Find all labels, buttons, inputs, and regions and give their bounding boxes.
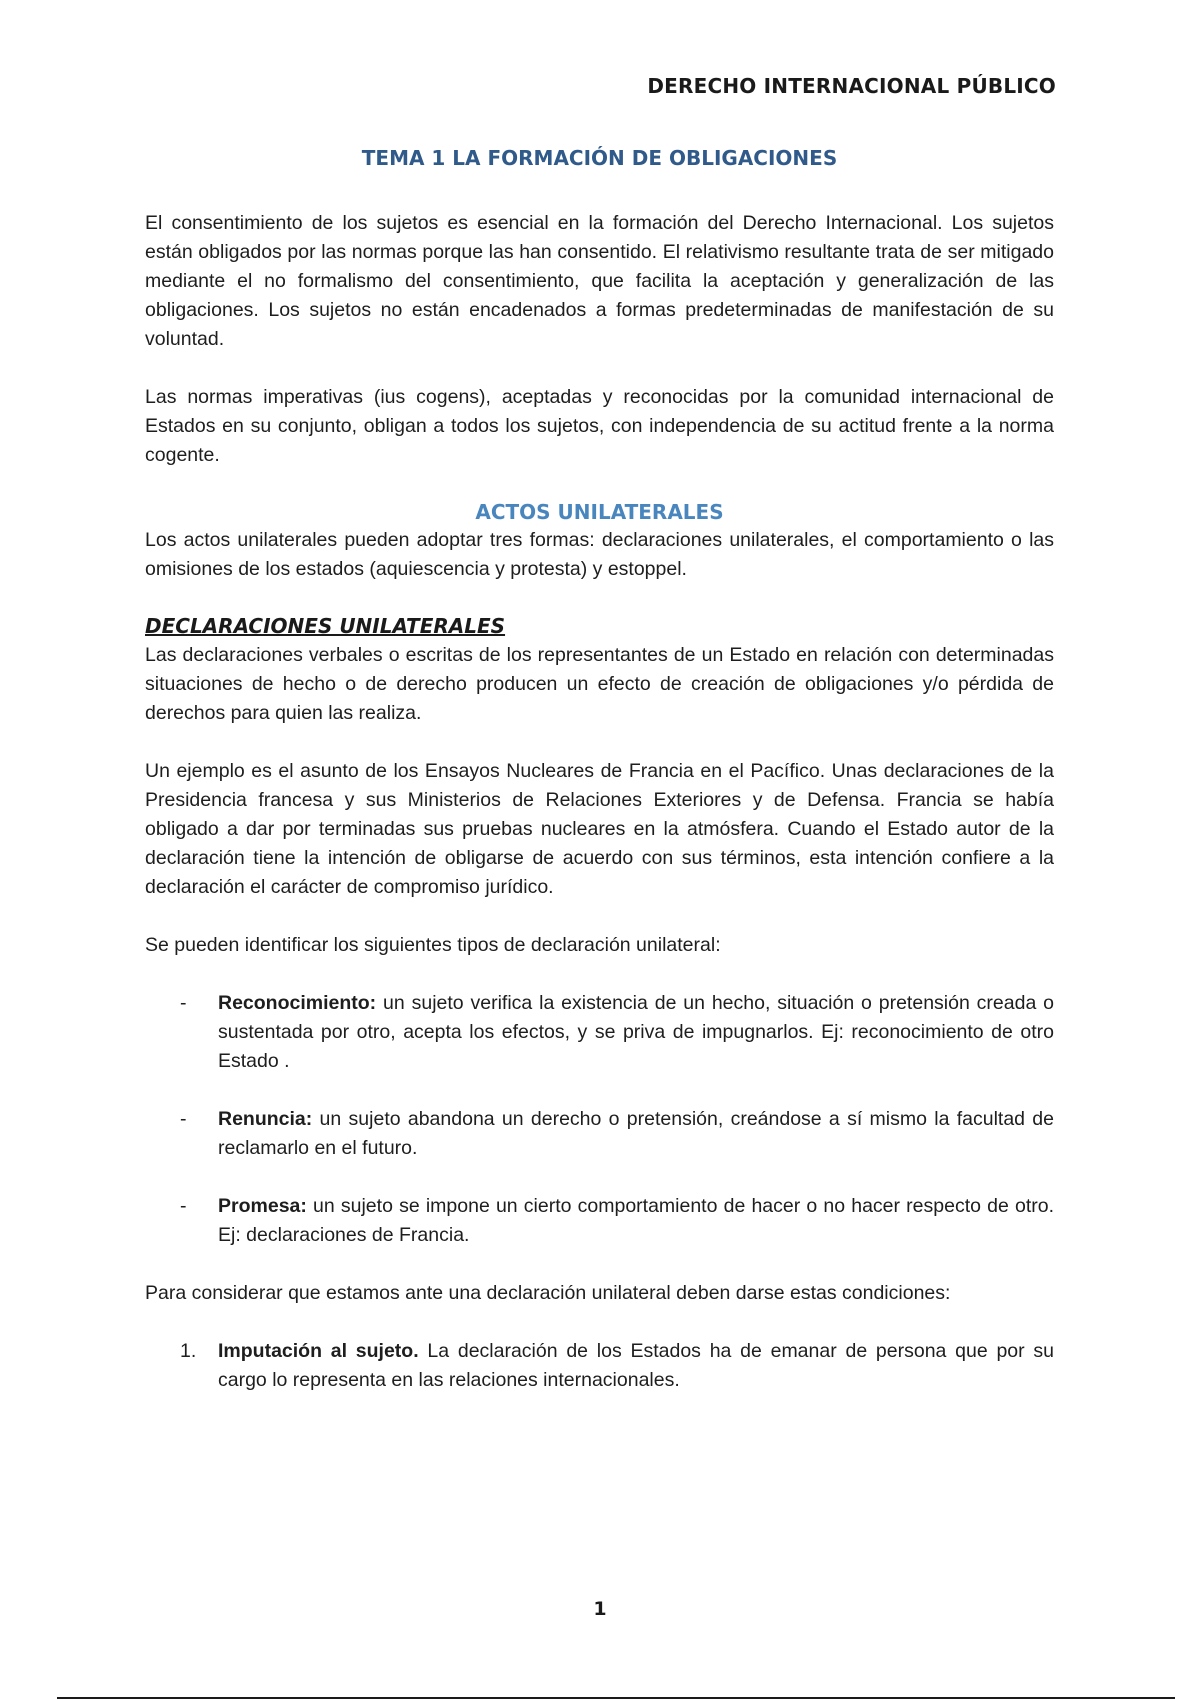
conditions-list bbox=[145, 1337, 1054, 1395]
declaraciones-paragraph-3: Se pueden identificar los siguientes tipos de declaración unilateral: bbox=[145, 934, 721, 956]
list-bullet: - bbox=[180, 1108, 187, 1130]
declaraciones-paragraph-4: Para considerar que estamos ante una declaración unilateral deben darse estas condiciones: bbox=[145, 1282, 951, 1304]
subsection-heading-declaraciones: DECLARACIONES UNILATERALES bbox=[145, 614, 506, 638]
document-title: TEMA 1 LA FORMACIÓN DE OBLIGACIONES bbox=[361, 146, 838, 170]
declaraciones-paragraph-2: Un ejemplo es el asunto de los Ensayos Nucleares de Francia en el Pacífico. Unas declaraciones de la Presidencia francesa y sus Ministerios de Relaciones Exteriores y de Defensa. Francia se había obligado a dar por terminadas sus pruebas nucleares en la atmósfera. Cuando el Estado autor de la declaración tiene la intención de obligarse de acuerdo con sus términos, esta intención confiere a la declaración el carácter de compromiso jurídico. bbox=[145, 760, 1054, 898]
list-number: 1. bbox=[180, 1340, 197, 1362]
list-item-promesa bbox=[145, 1192, 1054, 1250]
list-item-text: un sujeto abandona un derecho o pretensión, creándose a sí mismo la facultad de reclamarlo en el futuro. bbox=[218, 1108, 1054, 1159]
intro-paragraph-1: El consentimiento de los sujetos es esencial en la formación del Derecho Internacional. Los sujetos están obligados por las normas porque las han consentido. El relativismo resultante trata de ser mitigado mediante el no formalismo del consentimiento, que facilita la aceptación y generalización de las obligaciones. Los sujetos no están encadenados a formas predeterminadas de manifestación de su voluntad. bbox=[145, 212, 1054, 350]
footer-divider bbox=[57, 1697, 1175, 1699]
declaration-types-list bbox=[145, 989, 1054, 1250]
intro-paragraph-2: Las normas imperativas (ius cogens), aceptadas y reconocidas por la comunidad internacional de Estados en su conjunto, obligan a todos los sujetos, con independencia de su actitud frente a la norma cogente. bbox=[145, 386, 1054, 466]
list-bullet: - bbox=[180, 1195, 187, 1217]
running-header: DERECHO INTERNACIONAL PÚBLICO bbox=[647, 74, 1056, 98]
list-item-term: Imputación al sujeto. bbox=[218, 1340, 419, 1362]
list-item-term: Promesa: bbox=[218, 1195, 307, 1217]
list-bullet: - bbox=[180, 992, 187, 1014]
list-item-term: Renuncia: bbox=[218, 1108, 313, 1130]
list-item-text: un sujeto se impone un cierto comportamiento de hacer o no hacer respecto de otro. Ej: declaraciones de Francia. bbox=[218, 1195, 1054, 1246]
list-item-text: La declaración de los Estados ha de emanar de persona que por su cargo lo representa en las relaciones internacionales. bbox=[218, 1340, 1054, 1391]
list-item-reconocimiento bbox=[145, 989, 1054, 1076]
list-item-renuncia bbox=[145, 1105, 1054, 1163]
list-item-term: Reconocimiento: bbox=[218, 992, 377, 1014]
page-content bbox=[145, 144, 1054, 1424]
actos-paragraph-1: Los actos unilaterales pueden adoptar tres formas: declaraciones unilaterales, el comportamiento o las omisiones de los estados (aquiescencia y protesta) y estoppel. bbox=[145, 529, 1054, 580]
section-heading-actos-unilaterales: ACTOS UNILATERALES bbox=[475, 500, 724, 524]
list-item-imputacion bbox=[145, 1337, 1054, 1395]
declaraciones-paragraph-1: Las declaraciones verbales o escritas de los representantes de un Estado en relación con determinadas situaciones de hecho o de derecho producen un efecto de creación de obligaciones y/o pérdida de derechos para quien las realiza. bbox=[145, 644, 1054, 724]
page-number: 1 bbox=[593, 1598, 607, 1620]
list-item-text: un sujeto verifica la existencia de un hecho, situación o pretensión creada o sustentada por otro, acepta los efectos, y se priva de impugnarlos. Ej: reconocimiento de otro Estado . bbox=[218, 992, 1054, 1072]
